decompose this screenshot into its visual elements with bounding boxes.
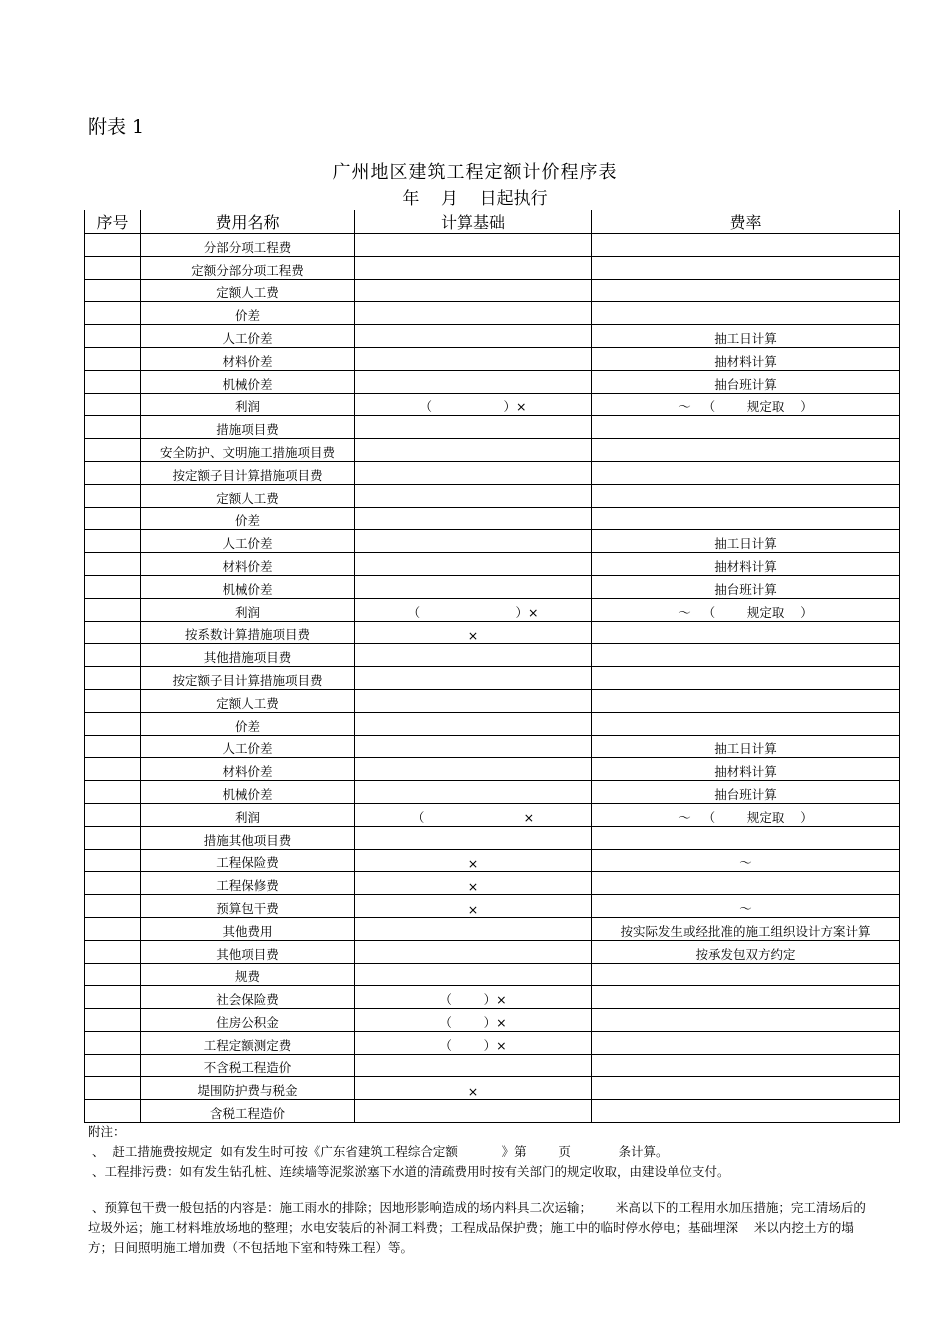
cell-rate — [592, 872, 900, 895]
cell-serial-number — [85, 279, 141, 302]
cell-calculation-basis — [355, 781, 592, 804]
table-header-row — [85, 210, 900, 234]
cell-calculation-basis: （ ）× — [355, 598, 592, 621]
cell-fee-name: 定额人工费 — [141, 484, 355, 507]
cell-rate: 抽工日计算 — [592, 530, 900, 553]
cell-rate — [592, 416, 900, 439]
cell-calculation-basis: （ ）× — [355, 393, 592, 416]
cell-calculation-basis: × — [355, 849, 592, 872]
cell-rate: ～ （ 规定取 ） — [592, 803, 900, 826]
cell-fee-name: 安全防护、文明施工措施项目费 — [141, 439, 355, 462]
cell-serial-number — [85, 621, 141, 644]
table-row — [85, 416, 900, 439]
cell-serial-number — [85, 872, 141, 895]
cell-calculation-basis — [355, 347, 592, 370]
cell-fee-name: 规费 — [141, 963, 355, 986]
cell-serial-number — [85, 849, 141, 872]
cell-calculation-basis: × — [355, 621, 592, 644]
cell-calculation-basis: × — [355, 895, 592, 918]
cell-rate: 抽工日计算 — [592, 735, 900, 758]
cell-rate: ～ （ 规定取 ） — [592, 598, 900, 621]
cell-calculation-basis — [355, 667, 592, 690]
cell-rate: ～ （ 规定取 ） — [592, 393, 900, 416]
cell-rate — [592, 667, 900, 690]
cell-calculation-basis — [355, 507, 592, 530]
table-row — [85, 735, 900, 758]
table-row — [85, 895, 900, 918]
cell-calculation-basis — [355, 279, 592, 302]
table-row — [85, 940, 900, 963]
table-row — [85, 621, 900, 644]
table-row — [85, 872, 900, 895]
cell-fee-name: 工程保险费 — [141, 849, 355, 872]
cell-fee-name: 住房公积金 — [141, 1009, 355, 1032]
cell-calculation-basis: （ ）× — [355, 1031, 592, 1054]
cell-rate — [592, 689, 900, 712]
cell-serial-number — [85, 530, 141, 553]
cell-serial-number — [85, 735, 141, 758]
cell-rate — [592, 1077, 900, 1100]
cell-serial-number — [85, 439, 141, 462]
table-row — [85, 712, 900, 735]
cell-fee-name: 人工价差 — [141, 530, 355, 553]
cell-calculation-basis — [355, 439, 592, 462]
cell-serial-number — [85, 553, 141, 576]
cell-serial-number — [85, 917, 141, 940]
cell-fee-name: 定额人工费 — [141, 279, 355, 302]
note-item: 、工程排污费：如有发生钻孔桩、连续墙等泥浆淤塞下水道的清疏费用时按有关部门的规定收取，由建设单位支付。 — [88, 1164, 730, 1179]
cell-calculation-basis — [355, 302, 592, 325]
table-row — [85, 553, 900, 576]
cell-calculation-basis — [355, 1100, 592, 1123]
table-row — [85, 234, 900, 257]
cell-rate — [592, 621, 900, 644]
note-item: 、 赶工措施费按规定 如有发生时可按《广东省建筑工程综合定额 》第 页 条计算。 — [88, 1144, 669, 1159]
cell-rate: ～ — [592, 895, 900, 918]
cell-serial-number — [85, 781, 141, 804]
cell-rate: 抽台班计算 — [592, 575, 900, 598]
cell-serial-number — [85, 234, 141, 257]
table-row — [85, 758, 900, 781]
cell-serial-number — [85, 644, 141, 667]
cell-rate: 抽台班计算 — [592, 781, 900, 804]
cell-calculation-basis — [355, 370, 592, 393]
cell-fee-name: 价差 — [141, 712, 355, 735]
table-row — [85, 826, 900, 849]
cell-rate — [592, 1100, 900, 1123]
note-item: 、预算包干费一般包括的内容是：施工雨水的排除；因地形影响造成的场内料具二次运输； 米高以下的工程用水加压措施；完工清场后的垃圾外运；施工材料堆放场地的整理；水电安装后的补洞工料费；工程成品保护费；施工中的临时停水停电；基础埋深 米以内挖土方的塌方；日间照明施工增加费（不包括地下室和特殊工程）等。 — [88, 1200, 866, 1255]
cell-serial-number — [85, 986, 141, 1009]
table-row — [85, 917, 900, 940]
cell-serial-number — [85, 826, 141, 849]
cell-serial-number — [85, 325, 141, 348]
cell-fee-name: 含税工程造价 — [141, 1100, 355, 1123]
cell-rate — [592, 234, 900, 257]
table-row — [85, 1054, 900, 1077]
cell-calculation-basis — [355, 963, 592, 986]
cell-rate: 抽台班计算 — [592, 370, 900, 393]
cell-calculation-basis — [355, 461, 592, 484]
cell-rate — [592, 439, 900, 462]
cell-serial-number — [85, 484, 141, 507]
header-fee-name: 费用名称 — [141, 210, 355, 234]
cell-calculation-basis: （ ）× — [355, 1009, 592, 1032]
table-row — [85, 963, 900, 986]
table-row — [85, 325, 900, 348]
cell-calculation-basis — [355, 553, 592, 576]
header-calculation-basis: 计算基础 — [355, 210, 592, 234]
cell-fee-name: 其他项目费 — [141, 940, 355, 963]
cell-fee-name: 工程保修费 — [141, 872, 355, 895]
cell-fee-name: 材料价差 — [141, 553, 355, 576]
cell-rate: 抽材料计算 — [592, 347, 900, 370]
cell-rate — [592, 507, 900, 530]
cell-fee-name: 不含税工程造价 — [141, 1054, 355, 1077]
cell-serial-number — [85, 667, 141, 690]
cell-serial-number — [85, 689, 141, 712]
cell-serial-number — [85, 598, 141, 621]
cell-serial-number — [85, 347, 141, 370]
cell-serial-number — [85, 256, 141, 279]
cell-fee-name: 人工价差 — [141, 735, 355, 758]
cell-serial-number — [85, 895, 141, 918]
table-row — [85, 370, 900, 393]
cell-calculation-basis: （ ）× — [355, 986, 592, 1009]
cell-serial-number — [85, 1031, 141, 1054]
cell-rate: ～ — [592, 849, 900, 872]
cell-fee-name: 按定额子目计算措施项目费 — [141, 461, 355, 484]
cell-calculation-basis — [355, 758, 592, 781]
table-row — [85, 781, 900, 804]
cell-calculation-basis: × — [355, 872, 592, 895]
cell-fee-name: 工程定额测定费 — [141, 1031, 355, 1054]
cell-serial-number — [85, 1077, 141, 1100]
notes-heading: 附注： — [88, 1124, 126, 1139]
cell-calculation-basis — [355, 325, 592, 348]
cell-calculation-basis — [355, 917, 592, 940]
cell-fee-name: 按定额子目计算措施项目费 — [141, 667, 355, 690]
table-row — [85, 803, 900, 826]
cell-rate: 抽材料计算 — [592, 553, 900, 576]
cell-calculation-basis — [355, 826, 592, 849]
table-row — [85, 347, 900, 370]
cell-rate — [592, 644, 900, 667]
cell-serial-number — [85, 507, 141, 530]
cell-fee-name: 材料价差 — [141, 347, 355, 370]
cell-fee-name: 机械价差 — [141, 575, 355, 598]
cell-calculation-basis — [355, 735, 592, 758]
cell-fee-name: 利润 — [141, 393, 355, 416]
table-row — [85, 849, 900, 872]
cell-fee-name: 利润 — [141, 803, 355, 826]
cell-fee-name: 机械价差 — [141, 781, 355, 804]
cell-serial-number — [85, 963, 141, 986]
table-row — [85, 1009, 900, 1032]
table-row — [85, 1077, 900, 1100]
cell-fee-name: 定额人工费 — [141, 689, 355, 712]
cell-fee-name: 人工价差 — [141, 325, 355, 348]
cell-calculation-basis — [355, 484, 592, 507]
table-row — [85, 530, 900, 553]
cell-fee-name: 分部分项工程费 — [141, 234, 355, 257]
cell-rate — [592, 1009, 900, 1032]
cell-fee-name: 措施项目费 — [141, 416, 355, 439]
cell-rate — [592, 826, 900, 849]
cell-calculation-basis — [355, 256, 592, 279]
table-row — [85, 439, 900, 462]
cell-fee-name: 价差 — [141, 302, 355, 325]
cell-serial-number — [85, 940, 141, 963]
table-row — [85, 598, 900, 621]
cell-serial-number — [85, 575, 141, 598]
cell-serial-number — [85, 803, 141, 826]
cell-serial-number — [85, 370, 141, 393]
cell-fee-name: 机械价差 — [141, 370, 355, 393]
header-serial-number: 序号 — [85, 210, 141, 234]
table-row — [85, 644, 900, 667]
cell-serial-number — [85, 416, 141, 439]
cell-rate — [592, 484, 900, 507]
table-row — [85, 689, 900, 712]
cell-fee-name: 利润 — [141, 598, 355, 621]
cell-rate — [592, 986, 900, 1009]
table-row — [85, 302, 900, 325]
table-row — [85, 986, 900, 1009]
cell-calculation-basis — [355, 689, 592, 712]
cell-calculation-basis — [355, 234, 592, 257]
page-title: 广州地区建筑工程定额计价程序表 — [332, 162, 618, 183]
cell-serial-number — [85, 1009, 141, 1032]
effective-date-line: 年 月 日起执行 — [402, 189, 548, 209]
table-row — [85, 667, 900, 690]
cell-calculation-basis — [355, 940, 592, 963]
cell-calculation-basis — [355, 416, 592, 439]
table-row — [85, 393, 900, 416]
cell-calculation-basis: （ × — [355, 803, 592, 826]
cell-fee-name: 社会保险费 — [141, 986, 355, 1009]
cell-serial-number — [85, 1100, 141, 1123]
cell-serial-number — [85, 758, 141, 781]
cell-calculation-basis — [355, 530, 592, 553]
table-row — [85, 484, 900, 507]
appendix-label: 附表 1 — [88, 116, 145, 138]
cell-fee-name: 其他措施项目费 — [141, 644, 355, 667]
cell-fee-name: 堤围防护费与税金 — [141, 1077, 355, 1100]
cell-rate — [592, 279, 900, 302]
notes-section — [88, 1122, 878, 1258]
cell-serial-number — [85, 302, 141, 325]
cell-rate — [592, 1031, 900, 1054]
cell-calculation-basis — [355, 712, 592, 735]
cell-calculation-basis: × — [355, 1077, 592, 1100]
cell-rate: 抽工日计算 — [592, 325, 900, 348]
cell-rate — [592, 461, 900, 484]
cell-fee-name: 价差 — [141, 507, 355, 530]
cell-fee-name: 措施其他项目费 — [141, 826, 355, 849]
cell-serial-number — [85, 461, 141, 484]
table-row — [85, 461, 900, 484]
table-row — [85, 279, 900, 302]
cell-rate — [592, 302, 900, 325]
table-row — [85, 256, 900, 279]
cell-rate — [592, 712, 900, 735]
cell-fee-name: 定额分部分项工程费 — [141, 256, 355, 279]
cell-rate: 按承发包双方约定 — [592, 940, 900, 963]
table-row — [85, 1031, 900, 1054]
pricing-procedure-table — [84, 210, 900, 1123]
table-row — [85, 507, 900, 530]
cell-rate: 按实际发生或经批准的施工组织设计方案计算 — [592, 917, 900, 940]
cell-fee-name: 预算包干费 — [141, 895, 355, 918]
table-row — [85, 1100, 900, 1123]
cell-calculation-basis — [355, 575, 592, 598]
cell-rate — [592, 256, 900, 279]
cell-serial-number — [85, 712, 141, 735]
cell-calculation-basis — [355, 644, 592, 667]
cell-fee-name: 按系数计算措施项目费 — [141, 621, 355, 644]
cell-fee-name: 其他费用 — [141, 917, 355, 940]
cell-serial-number — [85, 393, 141, 416]
table-row — [85, 575, 900, 598]
cell-serial-number — [85, 1054, 141, 1077]
cell-rate — [592, 1054, 900, 1077]
cell-fee-name: 材料价差 — [141, 758, 355, 781]
cell-calculation-basis — [355, 1054, 592, 1077]
cell-rate: 抽材料计算 — [592, 758, 900, 781]
header-rate: 费率 — [592, 210, 900, 234]
cell-rate — [592, 963, 900, 986]
